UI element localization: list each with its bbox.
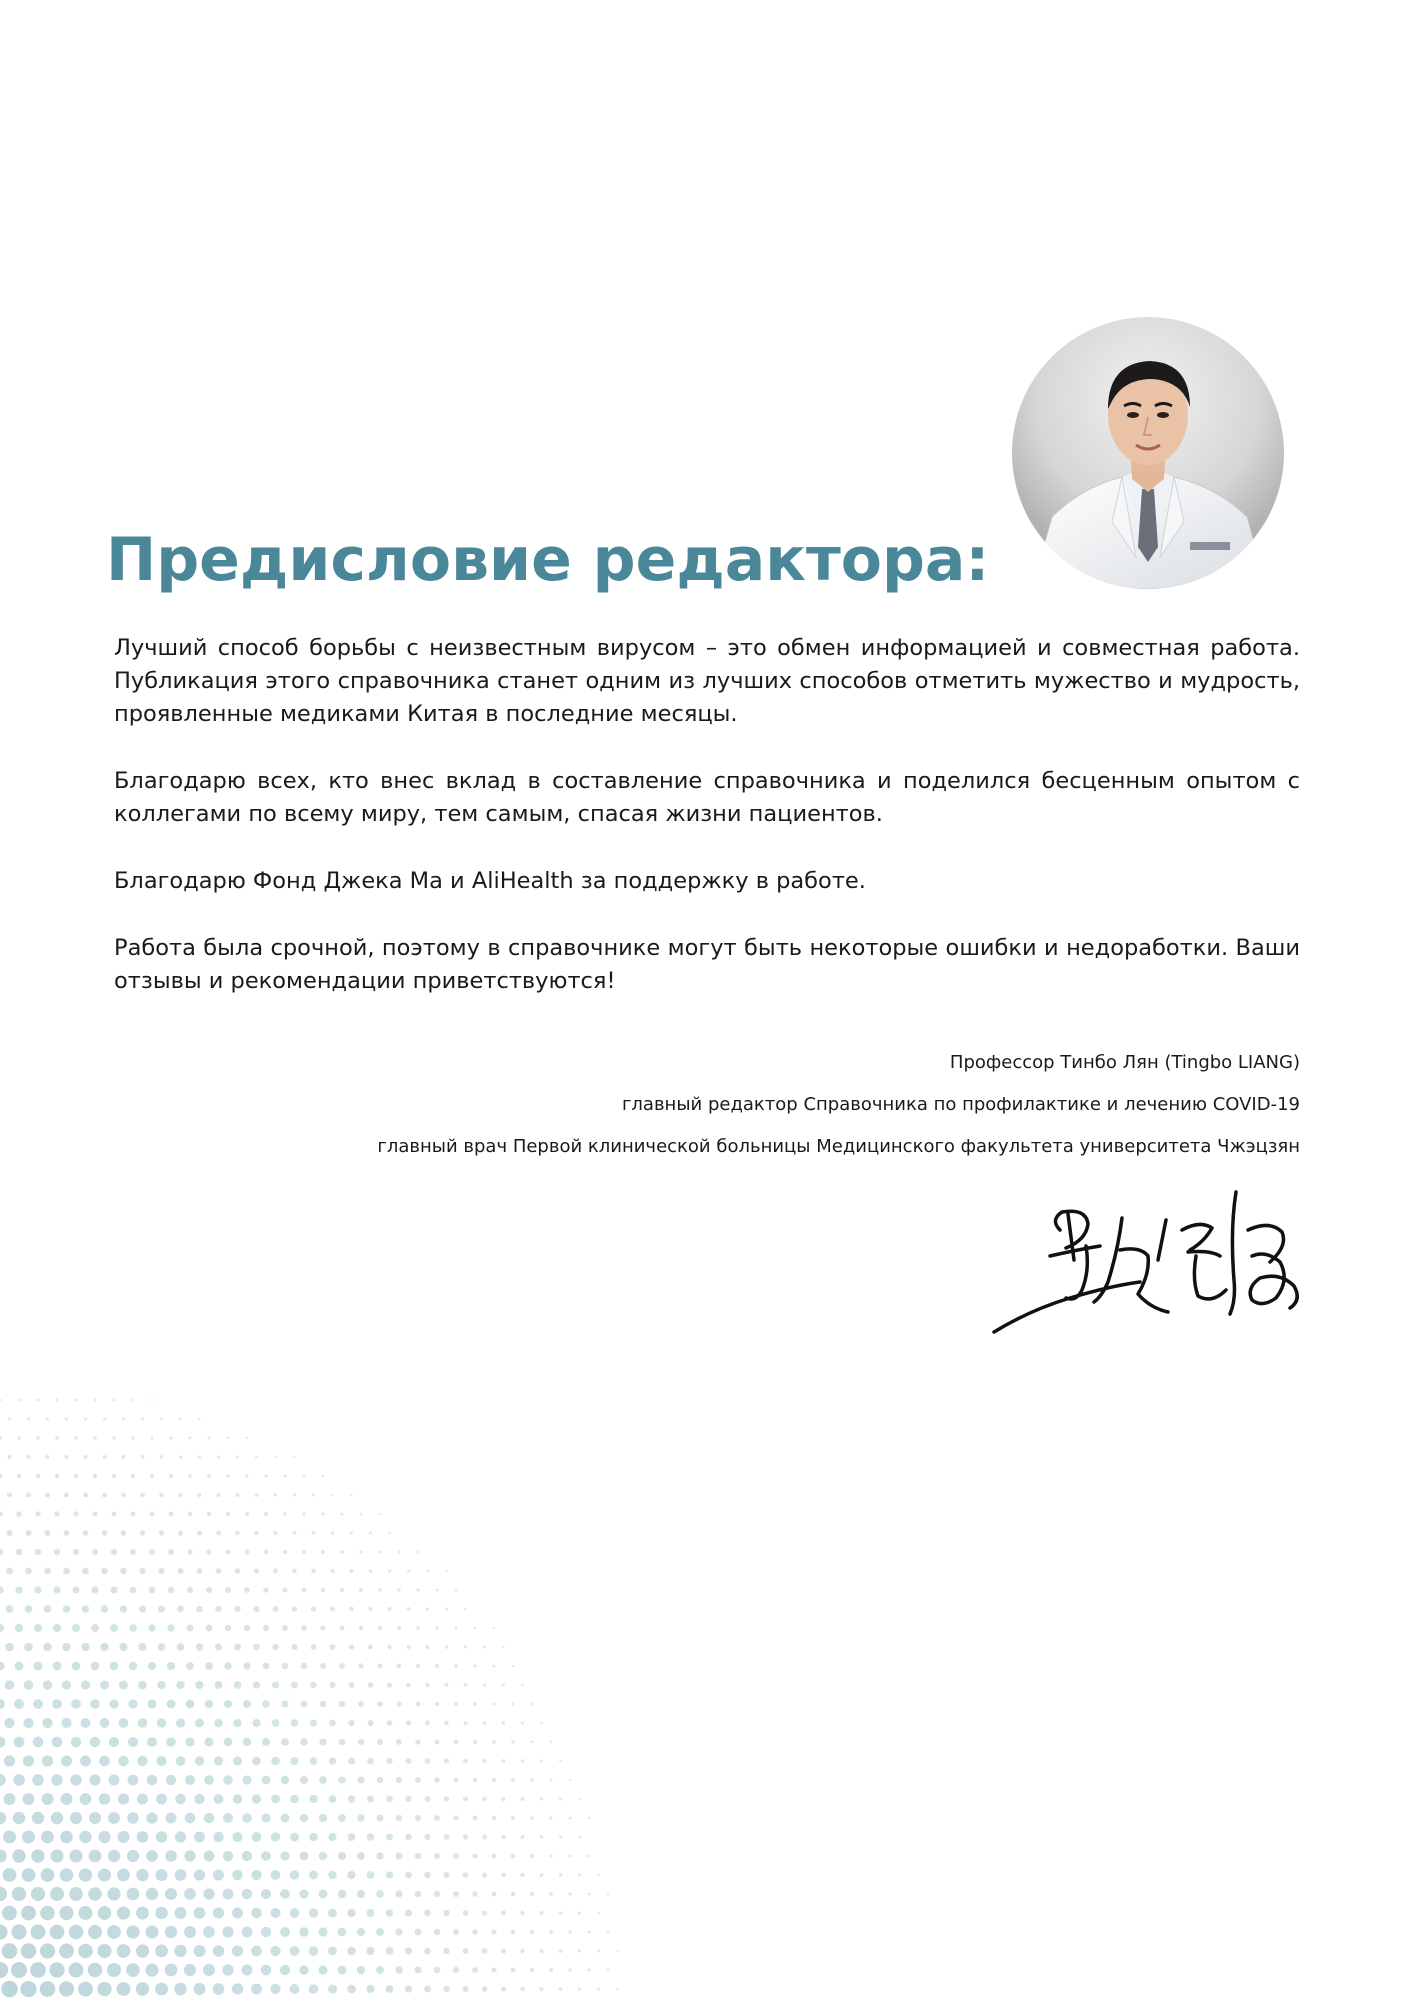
- paragraph: Благодарю всех, кто внес вклад в составление справочника и поделился бесценным опытом с коллегами по всему миру, тем самым, спасая жизни пациентов.: [114, 768, 1300, 827]
- editor-portrait: [1012, 317, 1284, 589]
- signature-block: [377, 1052, 1300, 1178]
- handwritten-signature: [990, 1190, 1310, 1340]
- paragraph: Благодарю Фонд Джека Ма и AliHealth за поддержку в работе.: [114, 868, 866, 894]
- paragraph: Работа была срочной, поэтому в справочнике могут быть некоторые ошибки и недоработки. Ваши отзывы и рекомендации приветствуются!: [114, 935, 1300, 994]
- author-role-chief-doctor: главный врач Первой клинической больницы Медицинского факультета университета Чжэцзян: [377, 1136, 1300, 1157]
- author-role-editor: главный редактор Справочника по профилактике и лечению COVID-19: [621, 1094, 1300, 1115]
- page-title: Предисловие редактора:: [106, 525, 990, 595]
- author-name: Профессор Тинбо Лян (Tingbo LIANG): [949, 1052, 1300, 1073]
- preface-body: [114, 632, 1300, 1032]
- paragraph: Лучший способ борьбы с неизвестным вирусом – это обмен информацией и совместная работа. Публикация этого справочника станет одним из лучших способов отметить мужество и мудрость, проявленные медиками Китая в последние месяцы.: [114, 635, 1300, 727]
